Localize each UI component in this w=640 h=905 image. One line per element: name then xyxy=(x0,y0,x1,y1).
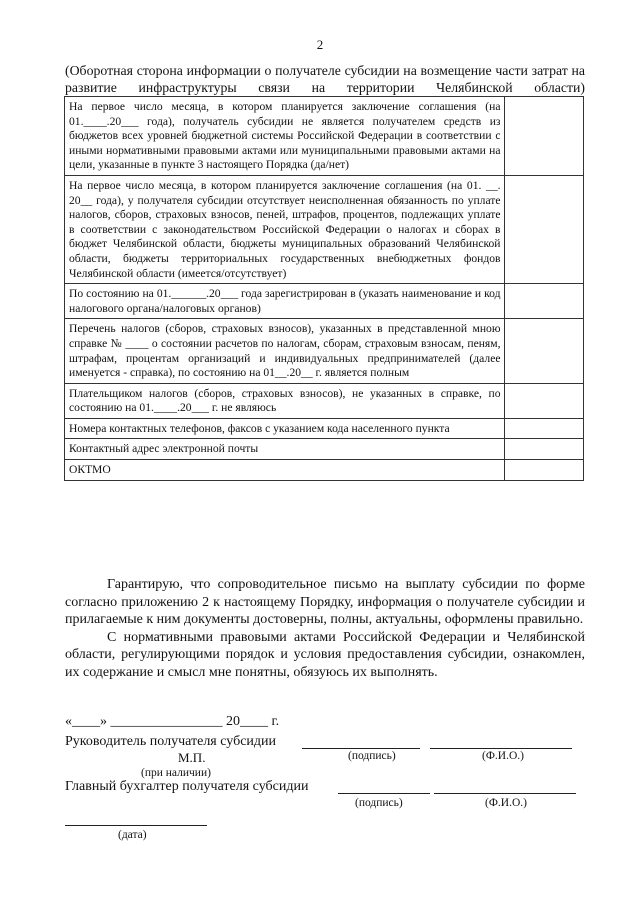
guarantee-text xyxy=(65,576,585,681)
table-row xyxy=(65,319,584,383)
row-answer-cell[interactable] xyxy=(504,319,583,383)
row-question: Перечень налогов (сборов, страховых взносов), указанных в представленной мною справке № ____ о состоянии расчетов по налогам, сборам, страховым взносам, пеням, штрафам, процентам организаций и индивидуальных предпринимателей (далее именуется - справка), по состоянию на 01__.20__ г. является полным xyxy=(65,319,505,383)
head-name-field[interactable] xyxy=(430,748,572,749)
date-line: «____» ________________ 20____ г. xyxy=(65,714,280,729)
row-answer-cell[interactable] xyxy=(504,284,583,319)
row-question: Контактный адрес электронной почты xyxy=(65,439,505,460)
head-name-hint: (Ф.И.О.) xyxy=(482,750,524,762)
accountant-name-field[interactable] xyxy=(434,793,576,794)
table-row xyxy=(65,284,584,319)
page-number: 2 xyxy=(316,37,324,52)
form-heading: (Оборотная сторона информации о получателе субсидии на возмещение части затрат на развитие инфраструктуры связи на территории Челябинской области) xyxy=(65,63,585,95)
table-row xyxy=(65,439,584,460)
head-signature-hint: (подпись) xyxy=(348,750,396,762)
table-row xyxy=(65,383,584,418)
info-table xyxy=(64,96,584,481)
row-question: На первое число месяца, в котором планируется заключение соглашения (на 01.____.20___ года), получатель субсидии не является получателем средств из бюджетов всех уровней бюджетной системы Российской Федерации в соответствии с иными нормативными правовыми актами или муниципальными правовыми актами на цели, указанные в пункте 3 настоящего Порядка (да/нет) xyxy=(65,97,505,176)
row-answer-cell[interactable] xyxy=(504,175,583,283)
accountant-name-hint: (Ф.И.О.) xyxy=(485,797,527,809)
stamp-label: М.П. xyxy=(178,750,206,765)
row-answer-cell[interactable] xyxy=(504,97,583,176)
row-answer-cell[interactable] xyxy=(504,460,583,481)
row-question: Плательщиком налогов (сборов, страховых взносов), не указанных в справке, по состоянию на 01.____.20___ г. не являюсь xyxy=(65,383,505,418)
date-field[interactable] xyxy=(65,825,207,826)
date-hint: (дата) xyxy=(118,829,147,841)
guarantee-paragraph: Гарантирую, что сопроводительное письмо на выплату субсидии по форме согласно приложению 2 к настоящему Порядку, информация о получателе субсидии и прилагаемые к ним документы достоверны, полны, актуальны, оформлены правильно. xyxy=(65,577,585,627)
table-row xyxy=(65,418,584,439)
row-question: ОКТМО xyxy=(65,460,505,481)
acknowledgement-paragraph: С нормативными правовыми актами Российской Федерации и Челябинской области, регулирующими порядок и условия предоставления субсидии, ознакомлен, их содержание и смысл мне понятны, обязуюсь их выполнять. xyxy=(65,629,585,680)
table-row xyxy=(65,460,584,481)
head-signature-label: Руководитель получателя субсидии xyxy=(65,734,277,749)
stamp-note: (при наличии) xyxy=(141,767,211,779)
table-row xyxy=(65,175,584,283)
row-question: По состоянию на 01.______.20___ года зарегистрирован в (указать наименование и код налогового органа/налоговых органов) xyxy=(65,284,505,319)
row-question: На первое число месяца, в котором планируется заключение соглашения (на 01. __. 20__ года), у получателя субсидии отсутствует неисполненная обязанность по уплате налогов, сборов, страховых взносов, пеней, штрафов, процентов, подлежащих уплате в соответствии с законодательством Российской Федерации о налогах и сборах в бюджет Челябинской области, бюджеты муниципальных образований Челябинской области, бюджеты территориальных государственных внебюджетных фондов Челябинской области (имеется/отсутствует) xyxy=(65,175,505,283)
accountant-signature-hint: (подпись) xyxy=(355,797,403,809)
table-row xyxy=(65,97,584,176)
row-answer-cell[interactable] xyxy=(504,383,583,418)
head-signature-field[interactable] xyxy=(302,748,420,749)
row-answer-cell[interactable] xyxy=(504,418,583,439)
row-answer-cell[interactable] xyxy=(504,439,583,460)
accountant-signature-field[interactable] xyxy=(338,793,430,794)
accountant-signature-label: Главный бухгалтер получателя субсидии xyxy=(65,779,309,794)
row-question: Номера контактных телефонов, факсов с указанием кода населенного пункта xyxy=(65,418,505,439)
